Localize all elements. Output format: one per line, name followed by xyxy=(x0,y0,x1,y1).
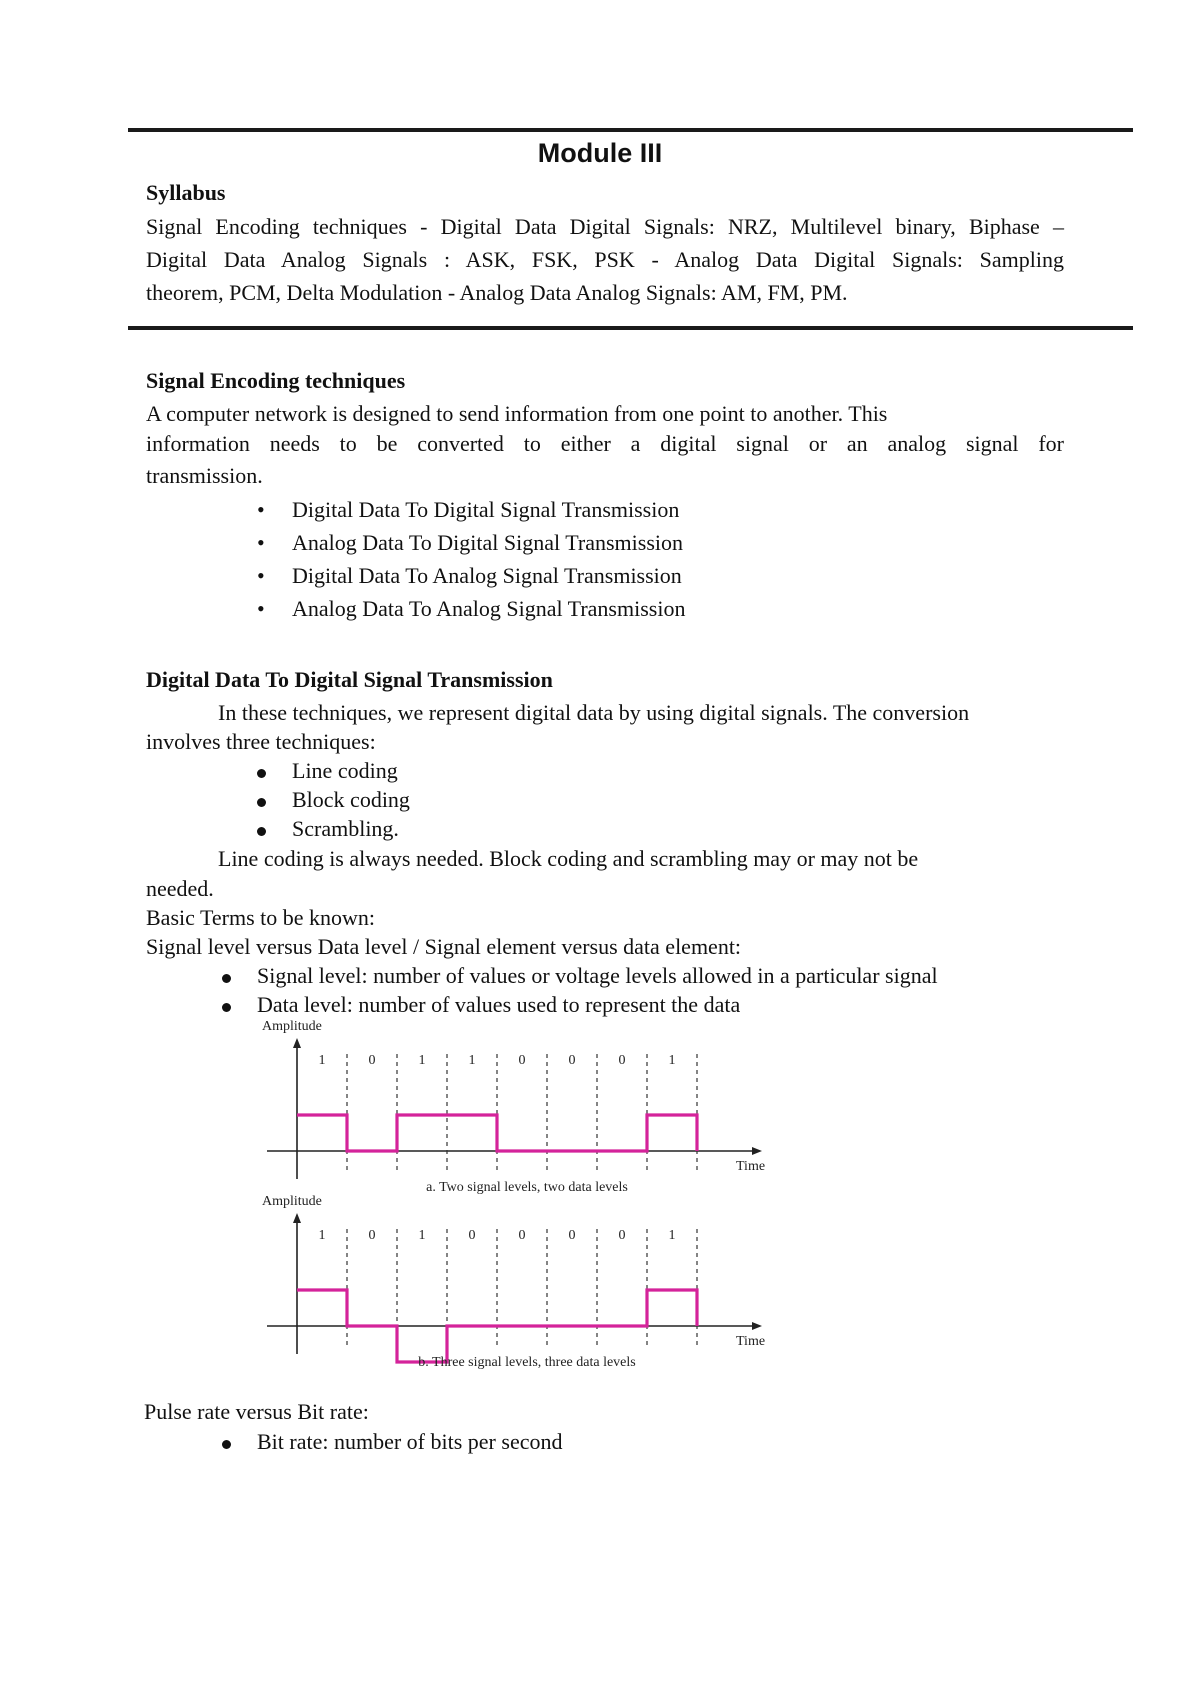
list-item-text: Scrambling. xyxy=(292,816,399,841)
x-axis-label: Time xyxy=(736,1334,766,1349)
pulse-rate-list xyxy=(257,1429,562,1458)
list-item-text: Digital Data To Digital Signal Transmission xyxy=(292,497,680,522)
bit-label: 1 xyxy=(318,1053,326,1068)
bit-label: 0 xyxy=(468,1228,476,1243)
basic-terms-label: Basic Terms to be known: xyxy=(146,905,376,930)
bit-label: 1 xyxy=(418,1228,426,1243)
syllabus-line-2: Digital Data Analog Signals : ASK, FSK, PSK - Analog Data Digital Signals: Sampling xyxy=(146,247,1064,272)
section-heading-digital-to-digital: Digital Data To Digital Signal Transmission xyxy=(146,667,553,692)
bit-label: 0 xyxy=(368,1053,376,1068)
section2-intro-line-1: In these techniques, we represent digital data by using digital signals. The conversion xyxy=(218,700,970,725)
bit-label: 0 xyxy=(618,1228,626,1243)
bit-label: 1 xyxy=(668,1053,676,1068)
bullet-icon: • xyxy=(257,563,265,588)
bit-label: 1 xyxy=(418,1053,426,1068)
x-axis-arrow-icon xyxy=(752,1322,762,1330)
pulse-rate-label: Pulse rate versus Bit rate: xyxy=(144,1399,369,1424)
y-axis-arrow-icon xyxy=(293,1038,301,1048)
list-item-text: Data level: number of values used to represent the data xyxy=(257,992,741,1017)
section2-intro-line-2: involves three techniques: xyxy=(146,729,376,754)
bit-label: 0 xyxy=(518,1053,526,1068)
bit-label: 1 xyxy=(318,1228,326,1243)
syllabus-line-1: Signal Encoding techniques - Digital Data Digital Signals: NRZ, Multilevel binary, Biphase – xyxy=(146,214,1064,239)
bit-label: 0 xyxy=(568,1053,576,1068)
section1-line-1: A computer network is designed to send information from one point to another. This xyxy=(146,401,888,426)
bit-label: 1 xyxy=(468,1053,476,1068)
list-item xyxy=(257,1429,562,1458)
y-axis-label: Amplitude xyxy=(262,1019,322,1034)
y-axis-label: Amplitude xyxy=(262,1194,322,1209)
syllabus-line-3: theorem, PCM, Delta Modulation - Analog Data Analog Signals: AM, FM, PM. xyxy=(146,280,848,305)
list-item-text: Block coding xyxy=(292,787,410,812)
note-line-1: Line coding is always needed. Block coding and scrambling may or may not be xyxy=(218,846,919,871)
list-item-text: Line coding xyxy=(292,758,398,783)
y-axis-arrow-icon xyxy=(293,1213,301,1223)
list-item-text: Signal level: number of values or voltage levels allowed in a particular signal xyxy=(257,963,938,988)
bit-label: 0 xyxy=(568,1228,576,1243)
bullet-icon: • xyxy=(257,596,265,621)
signal-waveform xyxy=(297,1290,697,1362)
figure-caption: b. Three signal levels, three data levels xyxy=(418,1355,636,1370)
signal-waveform xyxy=(297,1115,697,1151)
bit-label: 0 xyxy=(618,1053,626,1068)
section1-line-3: transmission. xyxy=(146,463,263,488)
x-axis-arrow-icon xyxy=(752,1147,762,1155)
section1-line-2: information needs to be converted to either a digital signal or an analog signal for xyxy=(146,431,1064,456)
list-item-text: Bit rate: number of bits per second xyxy=(257,1429,563,1454)
list-item-text: Analog Data To Analog Signal Transmission xyxy=(292,596,686,621)
bit-label: 0 xyxy=(518,1228,526,1243)
section-heading-signal-encoding: Signal Encoding techniques xyxy=(146,368,406,393)
x-axis-label: Time xyxy=(736,1159,766,1174)
list-item-text: Analog Data To Digital Signal Transmission xyxy=(292,530,684,555)
bullet-icon: • xyxy=(257,497,265,522)
syllabus-heading-text: Syllabus xyxy=(146,180,226,205)
bit-label: 1 xyxy=(668,1228,676,1243)
note-line-2: needed. xyxy=(146,876,214,901)
signal-vs-data-label: Signal level versus Data level / Signal element versus data element: xyxy=(146,934,742,959)
bullet-icon: • xyxy=(257,530,265,555)
list-item-text: Digital Data To Analog Signal Transmission xyxy=(292,563,682,588)
bit-label: 0 xyxy=(368,1228,376,1243)
figure-caption: a. Two signal levels, two data levels xyxy=(426,1180,628,1195)
module-title: Module III xyxy=(537,138,663,168)
